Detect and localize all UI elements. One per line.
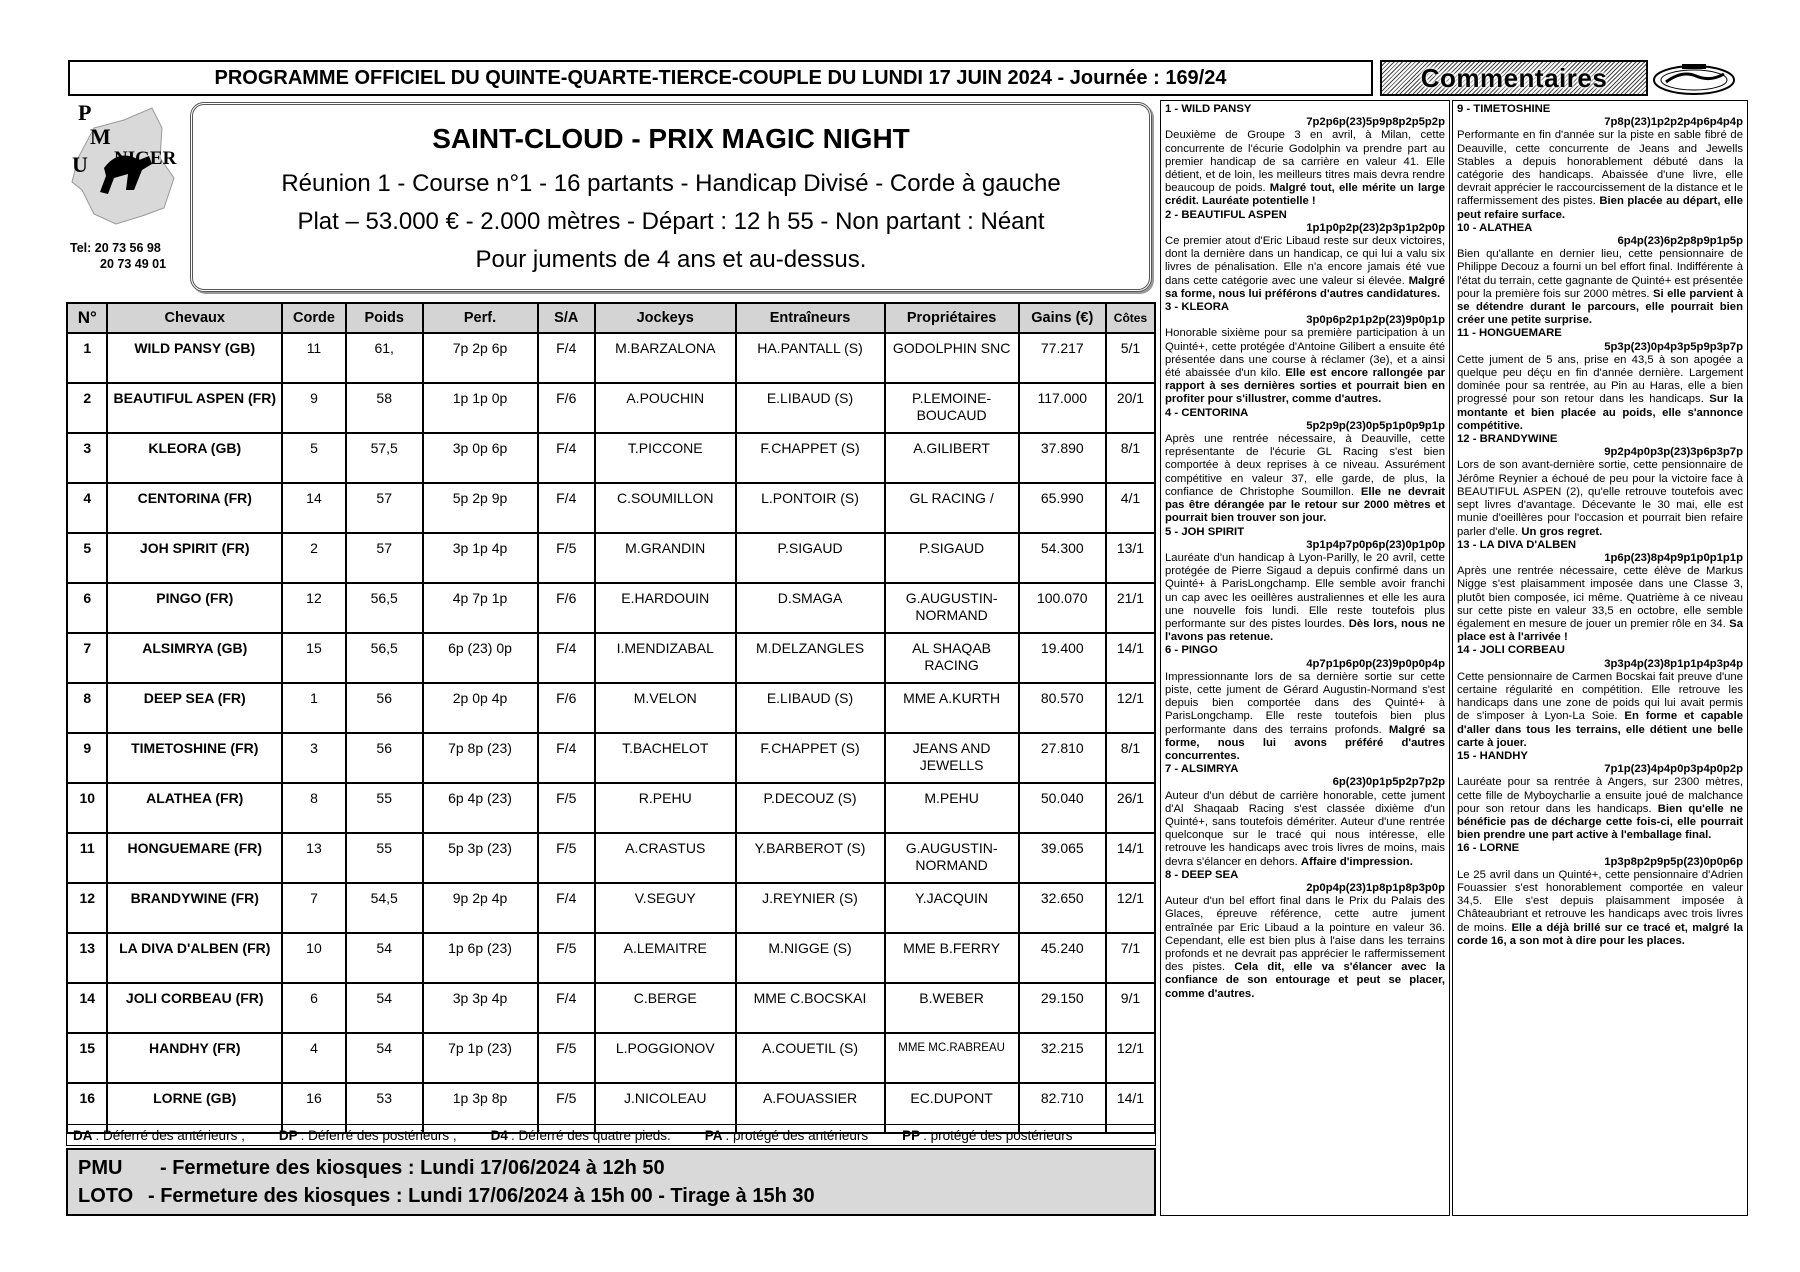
table-cell: 1p 3p 8p	[423, 1083, 538, 1133]
table-cell: 4p 7p 1p	[423, 583, 538, 633]
table-cell: 56,5	[346, 583, 423, 633]
comment-text: Bien qu'allante en dernier lieu, cette pensionnaire de Philippe Decouz a fourni un bel effort final. Indifférente à l'état du terrain, cette gagnante de Quinté+ est présentée pour la première fois sur 2000 mètres. Si elle parvient à se détendre durant le parcours, elle pourrait bien créer une petite surprise.	[1457, 248, 1743, 327]
table-cell: 14/1	[1106, 833, 1155, 883]
table-cell: L.POGGIONOV	[595, 1033, 736, 1083]
table-cell: 1p 1p 0p	[423, 383, 538, 433]
table-cell: F/5	[538, 1033, 595, 1083]
table-cell: 54	[346, 933, 423, 983]
column-header: Poids	[346, 303, 423, 333]
race-title: SAINT-CLOUD - PRIX MAGIC NIGHT	[432, 123, 910, 154]
table-cell: P.LEMOINE-BOUCAUD	[885, 383, 1019, 433]
table-cell: 56,5	[346, 633, 423, 683]
comment-form-record: 1p1p0p2p(23)2p3p1p2p0p	[1306, 221, 1445, 234]
table-cell: 12	[67, 883, 107, 933]
legend-bar	[66, 1124, 1156, 1146]
table-cell: F/5	[538, 833, 595, 883]
table-cell: 4	[67, 483, 107, 533]
table-cell: BRANDYWINE (FR)	[107, 883, 282, 933]
comment-horse-title: 15 - HANDHY	[1457, 749, 1528, 762]
table-cell: 45.240	[1019, 933, 1106, 983]
table-cell: 2p 0p 4p	[423, 683, 538, 733]
table-cell: 2	[282, 533, 346, 583]
table-cell: 32.650	[1019, 883, 1106, 933]
comment-text: Impressionnante lors de sa dernière sortie sur cette piste, cette jument de Gérard Augustin-Normand s'est depuis bien comportée dans des Quinté+ à ParisLongchamp. Elle reste toutefois bien plus performante dans des terrains profonds. Malgré sa forme, nous lui avons préféré d'autres concurrentes.	[1165, 670, 1445, 762]
table-cell: 57	[346, 483, 423, 533]
table-cell: 5	[282, 433, 346, 483]
legend-item: DA : Déferré des antérieurs ;	[73, 1127, 245, 1143]
comment-text: Lauréate pour sa rentrée à Angers, sur 2300 mètres, cette fille de Myboycharlie a ensuite joué de malchance pour son retour dans les handicaps. Bien qu'elle ne bénéficie pas de décharge cette fois-ci, elle pourrait bien prendre une part active à l'emballage final.	[1457, 776, 1743, 842]
table-cell: M.BARZALONA	[595, 333, 736, 383]
comment-horse-title: 7 - ALSIMRYA	[1165, 763, 1239, 776]
table-cell: R.PEHU	[595, 783, 736, 833]
comments-column-left	[1160, 100, 1450, 1216]
table-cell: 54.300	[1019, 533, 1106, 583]
comment-horse-title: 4 - CENTORINA	[1165, 406, 1249, 419]
table-cell: 4/1	[1106, 483, 1155, 533]
table-cell: 1	[282, 683, 346, 733]
column-header: S/A	[538, 303, 595, 333]
table-cell: F/4	[538, 483, 595, 533]
table-cell: 13/1	[1106, 533, 1155, 583]
table-cell: 50.040	[1019, 783, 1106, 833]
table-cell: MME B.FERRY	[885, 933, 1019, 983]
table-cell: F/4	[538, 333, 595, 383]
table-cell: LORNE (GB)	[107, 1083, 282, 1133]
table-row	[67, 983, 1155, 1033]
comment-form-record: 1p3p8p2p9p5p(23)0p0p6p	[1604, 855, 1743, 868]
phone-line: 20 73 49 01	[100, 257, 167, 271]
comment-text: Le 25 avril dans un Quinté+, cette pensionnaire d'Adrien Fouassier s'est honorablement comportée en valeur 34,5. Elle s'est depuis plaisamment imposée à Châteaubriant et retrouve les handicaps avec trois livres de moins. Elle a déjà brillé sur ce tracé et, malgré la corde 16, a son mot à dire pour les places.	[1457, 868, 1743, 947]
table-cell: 20/1	[1106, 383, 1155, 433]
table-cell: 16	[282, 1083, 346, 1133]
comment-text: Lauréate d'un handicap à Lyon-Parilly, le 20 avril, cette protégée de Pierre Sigaud a depuis confirmé dans un Quinté+ à ParisLongchamp. Elle semble avoir franchi un cap avec les oeillères australiennes et elle les aura une nouvelle fois lundi. Elle reste toutefois plus performante sur des pistes lourdes. Dès lors, nous ne l'avons pas retenue.	[1165, 551, 1445, 644]
table-cell: 7/1	[1106, 933, 1155, 983]
table-cell: 5	[67, 533, 107, 583]
table-row	[67, 333, 1155, 383]
table-row	[67, 833, 1155, 883]
table-cell: 7p 8p (23)	[423, 733, 538, 783]
table-cell: 14/1	[1106, 1083, 1155, 1133]
table-cell: 61,	[346, 333, 423, 383]
table-cell: CENTORINA (FR)	[107, 483, 282, 533]
table-cell: KLEORA (GB)	[107, 433, 282, 483]
table-cell: 14	[282, 483, 346, 533]
table-cell: 8	[282, 783, 346, 833]
table-cell: DEEP SEA (FR)	[107, 683, 282, 733]
table-cell: JOH SPIRIT (FR)	[107, 533, 282, 583]
table-cell: 12/1	[1106, 883, 1155, 933]
table-cell: 3p 1p 4p	[423, 533, 538, 583]
table-cell: 4	[282, 1033, 346, 1083]
table-cell: 117.000	[1019, 383, 1106, 433]
table-cell: 1	[67, 333, 107, 383]
table-cell: C.SOUMILLON	[595, 483, 736, 533]
table-cell: P.SIGAUD	[885, 533, 1019, 583]
table-cell: F/5	[538, 783, 595, 833]
table-cell: 9/1	[1106, 983, 1155, 1033]
table-cell: 8	[67, 683, 107, 733]
column-header: Chevaux	[107, 303, 282, 333]
table-cell: 58	[346, 383, 423, 433]
table-cell: D.SMAGA	[736, 583, 885, 633]
table-cell: 14	[67, 983, 107, 1033]
table-cell: E.HARDOUIN	[595, 583, 736, 633]
comment-form-record: 6p(23)0p1p5p2p7p2p	[1332, 776, 1445, 789]
comment-horse-title: 14 - JOLI CORBEAU	[1457, 644, 1565, 657]
table-cell: 10	[282, 933, 346, 983]
comment-form-record: 2p0p4p(23)1p8p1p8p3p0p	[1306, 881, 1445, 894]
comment-form-record: 7p1p(23)4p4p0p3p4p0p2p	[1604, 763, 1743, 776]
comment-text: Auteur d'un bel effort final dans le Prix du Palais des Glaces, épreuve référence, cette autre jument entraînée par Eric Libaud a la pointure en valeur 36. Cependant, elle est bien plus à l'aise dans les terrains profonds et ne devrait pas apprécier le raffermissement des pistes. Cela dit, elle va s'élancer avec la confiance de son entourage et peut se placer, comme d'autres.	[1165, 895, 1445, 1000]
table-cell: 77.217	[1019, 333, 1106, 383]
table-cell: F/5	[538, 533, 595, 583]
table-cell: F.CHAPPET (S)	[736, 433, 885, 483]
comment-form-record: 5p2p9p(23)0p5p1p0p9p1p	[1306, 419, 1445, 432]
comment-text: Lors de son avant-dernière sortie, cette pensionnaire de Jérôme Reynier a échoué de peu pour la victoire face à BEAUTIFUL ASPEN (2), qu'elle retrouve toutefois avec sept livres d'avantage. Décevante le 30 mai, elle est munie d'oeillères pour l'occasion et pourrait bien refaire parler d'elle. Un gros regret.	[1457, 459, 1743, 538]
table-cell: A.FOUASSIER	[736, 1083, 885, 1133]
comment-form-record: 7p2p6p(23)5p9p8p2p5p2p	[1306, 116, 1445, 129]
table-cell: E.LIBAUD (S)	[736, 683, 885, 733]
comment-form-record: 3p3p4p(23)8p1p1p4p3p4p	[1604, 657, 1743, 670]
table-cell: L.PONTOIR (S)	[736, 483, 885, 533]
table-cell: 100.070	[1019, 583, 1106, 633]
comment-horse-title: 5 - JOH SPIRIT	[1165, 525, 1245, 538]
table-cell: E.LIBAUD (S)	[736, 383, 885, 433]
comment-horse-title: 3 - KLEORA	[1165, 301, 1230, 314]
table-cell: MME A.KURTH	[885, 683, 1019, 733]
table-cell: 7	[67, 633, 107, 683]
table-cell: 6p (23) 0p	[423, 633, 538, 683]
table-cell: 8/1	[1106, 433, 1155, 483]
comment-text: Performante en fin d'année sur la piste en sable fibré de Deauville, cette concurrente de Jeans and Jewells Stables a depuis honorablement débuté dans la catégorie des handicaps. Abaissée d'une livre, elle devrait apprécier le raccourcissement de la distance et le raffermissement des pistes. Bien placée au départ, elle peut refaire surface.	[1457, 129, 1743, 221]
comment-horse-title: 9 - TIMETOSHINE	[1457, 103, 1551, 115]
runners-table	[66, 302, 1156, 1134]
comment-horse-title: 10 - ALATHEA	[1457, 221, 1533, 234]
column-header: N°	[67, 303, 107, 333]
table-cell: 55	[346, 783, 423, 833]
table-cell: 57	[346, 533, 423, 583]
table-cell: GODOLPHIN SNC	[885, 333, 1019, 383]
comment-text: Deuxième de Groupe 3 en avril, à Milan, cette concurrente de l'écurie Godolphin va prendre part au premier handicap de sa carrière en valeur 41. Elle détient, et de loin, les meilleurs titres mais devra rendre beaucoup de poids. Malgré tout, elle mérite un large crédit. Lauréate potentielle !	[1165, 129, 1445, 208]
table-cell: 56	[346, 683, 423, 733]
column-header: Perf.	[423, 303, 538, 333]
comment-text: Cette jument de 5 ans, prise en 43,5 à son apogée a quelque peu déçu en fin d'année dernière. Largement dominée pour sa rentrée, au Pin au Haras, elle a bien progressé pour son retour dans les handicaps. Sur la montante et bien placée au poids, elle s'annonce compétitive.	[1457, 353, 1743, 432]
paris-turf-logo-icon	[1652, 62, 1736, 96]
table-cell: M.NIGGE (S)	[736, 933, 885, 983]
table-cell: 12/1	[1106, 1033, 1155, 1083]
table-cell: 29.150	[1019, 983, 1106, 1033]
table-cell: JOLI CORBEAU (FR)	[107, 983, 282, 1033]
table-cell: 12	[282, 583, 346, 633]
column-header: Jockeys	[595, 303, 736, 333]
column-header: Gains (€)	[1019, 303, 1106, 333]
table-cell: A.CRASTUS	[595, 833, 736, 883]
table-cell: BEAUTIFUL ASPEN (FR)	[107, 383, 282, 433]
table-cell: 5/1	[1106, 333, 1155, 383]
comment-form-record: 9p2p4p0p3p(23)3p6p3p7p	[1604, 446, 1743, 459]
comment-form-record: 3p0p6p2p1p2p(23)9p0p1p	[1306, 314, 1445, 327]
table-row	[67, 733, 1155, 783]
table-cell: 16	[67, 1083, 107, 1133]
table-cell: 6p 4p (23)	[423, 783, 538, 833]
column-header: Côtes	[1106, 303, 1155, 333]
table-cell: 39.065	[1019, 833, 1106, 883]
table-cell: 9p 2p 4p	[423, 883, 538, 933]
pmu-closing: PMU - Fermeture des kiosques : Lundi 17/06/2024 à 12h 50	[78, 1157, 665, 1179]
table-cell: F/5	[538, 933, 595, 983]
table-cell: 26/1	[1106, 783, 1155, 833]
table-cell: 21/1	[1106, 583, 1155, 633]
table-cell: 54	[346, 983, 423, 1033]
table-cell: 13	[67, 933, 107, 983]
comment-form-record: 4p7p1p6p0p(23)9p0p0p4p	[1306, 657, 1445, 670]
comment-text: Après une rentrée nécessaire, cette élève de Markus Nigge s'est plaisamment imposée dans une Classe 3, plutôt bien composée, ici même. Quatrième à ce niveau sur cette piste en valeur 33,5 en octobre, elle semble également en mesure de jouer un premier rôle en 34. Sa place est à l'arrivée !	[1457, 565, 1743, 644]
table-cell: J.REYNIER (S)	[736, 883, 885, 933]
table-row	[67, 683, 1155, 733]
table-cell: 3	[282, 733, 346, 783]
table-cell: HONGUEMARE (FR)	[107, 833, 282, 883]
table-cell: P.SIGAUD	[736, 533, 885, 583]
table-cell: 3p 0p 6p	[423, 433, 538, 483]
table-cell: M.VELON	[595, 683, 736, 733]
table-cell: MME MC.RABREAU	[885, 1033, 1019, 1083]
table-cell: 5p 2p 9p	[423, 483, 538, 533]
table-cell: 5p 3p (23)	[423, 833, 538, 883]
table-cell: JEANS AND JEWELLS	[885, 733, 1019, 783]
table-row	[67, 783, 1155, 833]
table-cell: F/6	[538, 383, 595, 433]
table-cell: B.WEBER	[885, 983, 1019, 1033]
table-row	[67, 533, 1155, 583]
comment-form-record: 5p3p(23)0p4p3p5p9p3p7p	[1604, 340, 1743, 353]
logo-letter-m: M	[90, 124, 111, 149]
table-row	[67, 433, 1155, 483]
column-header: Corde	[282, 303, 346, 333]
table-cell: 55	[346, 833, 423, 883]
table-cell: 19.400	[1019, 633, 1106, 683]
legend-item: D4 : Déferré des quatre pieds.	[490, 1127, 671, 1143]
table-cell: A.POUCHIN	[595, 383, 736, 433]
table-cell: 3	[67, 433, 107, 483]
table-cell: 54,5	[346, 883, 423, 933]
table-cell: 80.570	[1019, 683, 1106, 733]
table-cell: HANDHY (FR)	[107, 1033, 282, 1083]
table-cell: 15	[67, 1033, 107, 1083]
table-cell: 15	[282, 633, 346, 683]
pmu-niger-logo	[64, 98, 182, 238]
comment-text: Ce premier atout d'Eric Libaud reste sur deux victoires, dont la dernière dans un handicap, ce qui lui a valu six livres de pénalisation. Elle n'a encore jamais été vue dans cette catégorie avec une valeur si élevée. Malgré sa forme, nous lui préférons d'autres candidatures.	[1165, 235, 1445, 300]
table-cell: 1p 6p (23)	[423, 933, 538, 983]
table-cell: V.SEGUY	[595, 883, 736, 933]
table-header-row	[67, 303, 1155, 333]
table-cell: Y.JACQUIN	[885, 883, 1019, 933]
table-cell: F/4	[538, 633, 595, 683]
table-row	[67, 583, 1155, 633]
race-conditions: Plat – 53.000 € - 2.000 mètres - Départ : 12 h 55 - Non partant : Néant	[297, 208, 1045, 235]
table-cell: ALSIMRYA (GB)	[107, 633, 282, 683]
table-cell: 27.810	[1019, 733, 1106, 783]
table-cell: F/5	[538, 1083, 595, 1133]
table-cell: LA DIVA D'ALBEN (FR)	[107, 933, 282, 983]
table-cell: Y.BARBEROT (S)	[736, 833, 885, 883]
logo-letter-u: U	[72, 152, 88, 177]
table-cell: 53	[346, 1083, 423, 1133]
table-cell: F/4	[538, 733, 595, 783]
table-cell: 54	[346, 1033, 423, 1083]
table-row	[67, 883, 1155, 933]
race-details: Réunion 1 - Course n°1 - 16 partants - Handicap Divisé - Corde à gauche	[281, 170, 1061, 197]
table-row	[67, 483, 1155, 533]
table-cell: A.COUETIL (S)	[736, 1033, 885, 1083]
comment-horse-title: 16 - LORNE	[1457, 842, 1520, 855]
table-cell: 57,5	[346, 433, 423, 483]
table-cell: 7p 1p (23)	[423, 1033, 538, 1083]
table-cell: GL RACING /	[885, 483, 1019, 533]
table-cell: 56	[346, 733, 423, 783]
table-cell: 12/1	[1106, 683, 1155, 733]
table-row	[67, 383, 1155, 433]
legend-item: PA . protégé des antérieurs	[704, 1127, 869, 1143]
table-cell: 9	[282, 383, 346, 433]
comment-text: Honorable sixième pour sa première participation à un Quinté+, cette protégée d'Antoine Gilibert a ensuite été présentée dans une course à réclamer (3e), et a ainsi été abaissée d'un kilo. Elle est encore rallongée par rapport à ses dernières sorties et pourrait bien en profiter pour s'illustrer, comme d'autres.	[1165, 327, 1445, 406]
comment-horse-title: 11 - HONGUEMARE	[1457, 327, 1562, 340]
table-cell: J.NICOLEAU	[595, 1083, 736, 1133]
legend-item: PP : protégé des postérieurs	[902, 1127, 1073, 1143]
table-cell: T.PICCONE	[595, 433, 736, 483]
table-cell: 65.990	[1019, 483, 1106, 533]
table-cell: I.MENDIZABAL	[595, 633, 736, 683]
table-cell: F/4	[538, 433, 595, 483]
comment-horse-title: 2 - BEAUTIFUL ASPEN	[1165, 208, 1287, 221]
comment-horse-title: 12 - BRANDYWINE	[1457, 433, 1558, 446]
comments-column-right	[1452, 100, 1748, 1216]
table-cell: 7p 2p 6p	[423, 333, 538, 383]
comment-form-record: 3p1p4p7p0p6p(23)0p1p0p	[1306, 538, 1445, 551]
programme-title: PROGRAMME OFFICIEL DU QUINTE-QUARTE-TIERCE-COUPLE DU LUNDI 17 JUIN 2024 - Journée : 169/24	[214, 66, 1227, 89]
column-header: Entraîneurs	[736, 303, 885, 333]
table-cell: WILD PANSY (GB)	[107, 333, 282, 383]
table-cell: 14/1	[1106, 633, 1155, 683]
table-cell: T.BACHELOT	[595, 733, 736, 783]
table-cell: G.AUGUSTIN-NORMAND	[885, 583, 1019, 633]
table-cell: 37.890	[1019, 433, 1106, 483]
table-cell: P.DECOUZ (S)	[736, 783, 885, 833]
comment-text: Cette pensionnaire de Carmen Bocskai fait preuve d'une certaine régularité en compétition. Elle retrouve les handicaps dans une zone de poids qui lui avait permis de s'imposer à Lyon-La Soie. En forme et capable d'aller dans tous les terrains, elle détient une belle carte à jouer.	[1457, 670, 1743, 749]
table-cell: TIMETOSHINE (FR)	[107, 733, 282, 783]
comment-horse-title: 13 - LA DIVA D'ALBEN	[1457, 538, 1577, 551]
table-cell: 11	[282, 333, 346, 383]
phone-numbers	[70, 240, 166, 272]
comment-horse-title: 6 - PINGO	[1165, 644, 1218, 657]
table-cell: ALATHEA (FR)	[107, 783, 282, 833]
table-cell: 2	[67, 383, 107, 433]
closing-times	[66, 1148, 1156, 1216]
table-cell: 7	[282, 883, 346, 933]
table-row	[67, 1033, 1155, 1083]
comment-form-record: 6p4p(23)6p2p8p9p1p5p	[1617, 235, 1743, 248]
loto-closing: LOTO - Fermeture des kiosques : Lundi 17/06/2024 à 15h 00 - Tirage à 15h 30	[78, 1185, 815, 1207]
table-row	[67, 933, 1155, 983]
comment-horse-title: 1 - WILD PANSY	[1165, 103, 1252, 115]
comments-header	[1380, 60, 1648, 96]
table-cell: A.GILIBERT	[885, 433, 1019, 483]
table-cell: 82.710	[1019, 1083, 1106, 1133]
table-cell: F/6	[538, 583, 595, 633]
table-cell: 6	[67, 583, 107, 633]
table-cell: 10	[67, 783, 107, 833]
programme-header	[68, 60, 1373, 96]
race-info-box	[190, 102, 1152, 292]
table-cell: 9	[67, 733, 107, 783]
table-cell: F/4	[538, 883, 595, 933]
logo-letter-p: P	[78, 100, 92, 125]
comment-form-record: 1p6p(23)8p4p9p1p0p1p1p	[1604, 551, 1743, 564]
table-cell: M.GRANDIN	[595, 533, 736, 583]
table-cell: 8/1	[1106, 733, 1155, 783]
table-cell: HA.PANTALL (S)	[736, 333, 885, 383]
comment-text: Auteur d'un début de carrière honorable, cette jument d'Al Shaqaab Racing s'est classée dixième d'un Quinté+, sans toutefois démériter. Auteur d'une rentrée quelconque sur le tracé qui nous intéresse, elle retrouve les handicaps avec trois livres de moins, mais devra s'élancer en dehors. Affaire d'impression.	[1165, 789, 1445, 868]
table-cell: 6	[282, 983, 346, 1033]
table-cell: F/4	[538, 983, 595, 1033]
legend-item: DP : Déferré des postérieurs ;	[278, 1127, 457, 1143]
table-cell: F.CHAPPET (S)	[736, 733, 885, 783]
table-cell: 13	[282, 833, 346, 883]
logo-niger: NIGER	[114, 148, 177, 169]
table-cell: PINGO (FR)	[107, 583, 282, 633]
race-eligibility: Pour juments de 4 ans et au-dessus.	[475, 246, 867, 273]
table-cell: C.BERGE	[595, 983, 736, 1033]
comments-title: Commentaires	[1420, 62, 1608, 93]
table-cell: EC.DUPONT	[885, 1083, 1019, 1133]
comment-form-record: 7p8p(23)1p2p2p4p6p4p4p	[1604, 116, 1743, 129]
column-header: Propriétaires	[885, 303, 1019, 333]
comment-text: Après une rentrée nécessaire, à Deauville, cette représentante de l'écurie GL Racing s'est bien comportée à deux reprises à ce niveau. Assurément compétitive en valeur 37, elle garde, de plus, la confiance de Christophe Soumillon. Elle ne devrait pas être dérangée par le retour sur 2000 mètres et pourrait bien trouver son jour.	[1165, 433, 1446, 525]
table-cell: M.DELZANGLES	[736, 633, 885, 683]
table-cell: 11	[67, 833, 107, 883]
comment-horse-title: 8 - DEEP SEA	[1165, 868, 1239, 881]
table-cell: MME C.BOCSKAI	[736, 983, 885, 1033]
table-cell: AL SHAQAB RACING	[885, 633, 1019, 683]
table-cell: 32.215	[1019, 1033, 1106, 1083]
table-cell: M.PEHU	[885, 783, 1019, 833]
table-row	[67, 633, 1155, 683]
table-cell: 3p 3p 4p	[423, 983, 538, 1033]
table-cell: G.AUGUSTIN-NORMAND	[885, 833, 1019, 883]
table-cell: F/6	[538, 683, 595, 733]
table-cell: A.LEMAITRE	[595, 933, 736, 983]
phone-line: Tel: 20 73 56 98	[70, 241, 161, 255]
